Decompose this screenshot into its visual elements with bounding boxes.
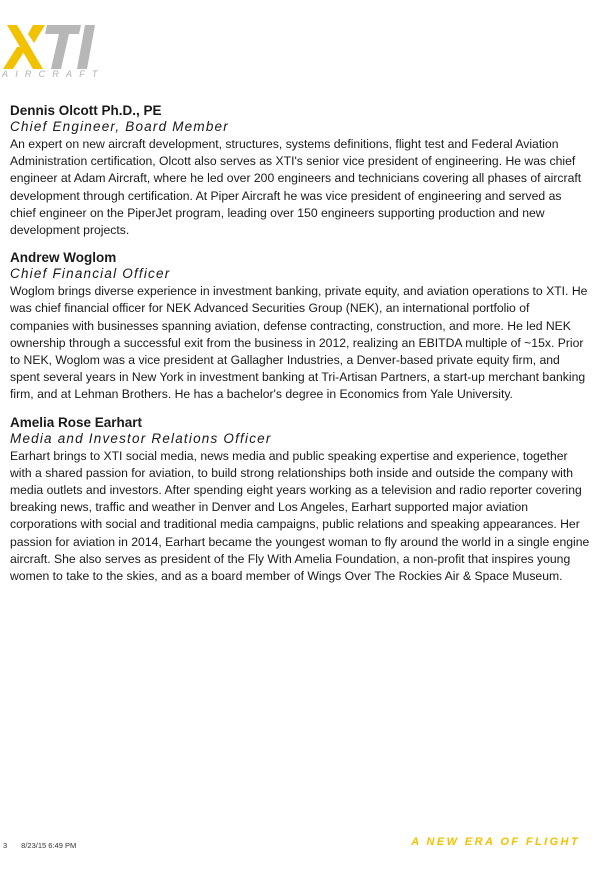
xti-logo-mark — [3, 25, 113, 69]
bio-name: Andrew Woglom — [10, 250, 117, 266]
bio-list — [10, 102, 590, 595]
bio-name: Amelia Rose Earhart — [10, 414, 143, 430]
bio-title: Chief Financial Officer — [10, 266, 171, 282]
bio-text: An expert on new aircraft development, structures, systems definitions, flight test and Federal Aviation Administration certification, Olcott also serves as XTI's senior vice president of engineering. He was chief engineer at Adam Aircraft, where he led over 200 engineers and technicians covering all phases of aircraft development through certification. At Piper Aircraft he was vice president of engineering and served as chief engineer on the PiperJet program, leading over 150 engineers supporting production and new development projects. — [10, 137, 582, 238]
bio-name: Dennis Olcott Ph.D., PE — [10, 103, 162, 118]
bio-entry — [10, 414, 590, 586]
bio-text: Woglom brings diverse experience in investment banking, private equity, and aviation operations to XTI. He was chief financial officer for NEK Advanced Securities Group (NEK), an international portfolio of companies with businesses spanning aviation, defense contracting, construction, and more. He led NEK ownership through a successful exit from the business in 2012, realizing an EBITDA multiple of ~15x. Prior to NEK, Woglom was a vice president at Gallagher Industries, a Denver-based private equity firm, and spent several years in New York in investment banking at Tri-Artisan Partners, a start-up merchant banking firm, and at Lehman Brothers. He has a bachelor's degree in Economics from Yale University. — [10, 284, 588, 402]
tagline: A NEW ERA OF FLIGHT — [411, 836, 580, 848]
print-timestamp: 8/23/15 6:49 PM — [21, 841, 77, 850]
bio-entry — [10, 102, 590, 239]
logo-subtitle: AIRCRAFT — [2, 69, 105, 79]
bio-title: Chief Engineer, Board Member — [10, 119, 229, 134]
page-number: 3 — [3, 841, 8, 850]
print-footer — [3, 841, 76, 850]
bio-text: Earhart brings to XTI social media, news media and public speaking expertise and experience, together with a shared passion for aviation, to build strong relationships both inside and outside the company with media outlets and investors. After spending eight years working as a television and radio reporter covering breaking news, traffic and weather in Denver and Los Angeles, Earhart supported major aviation corporations with social and traditional media campaigns, public relations and speaking appearances. Her passion for aviation in 2014, Earhart became the youngest woman to fly around the world in a single engine aircraft. She also serves as president of the Fly With Amelia Foundation, a non-profit that inspires young women to take to the skies, and as a board member of Wings Over The Rockies Air & Space Museum. — [10, 448, 590, 584]
bio-entry — [10, 249, 590, 403]
bio-title: Media and Investor Relations Officer — [10, 430, 272, 446]
